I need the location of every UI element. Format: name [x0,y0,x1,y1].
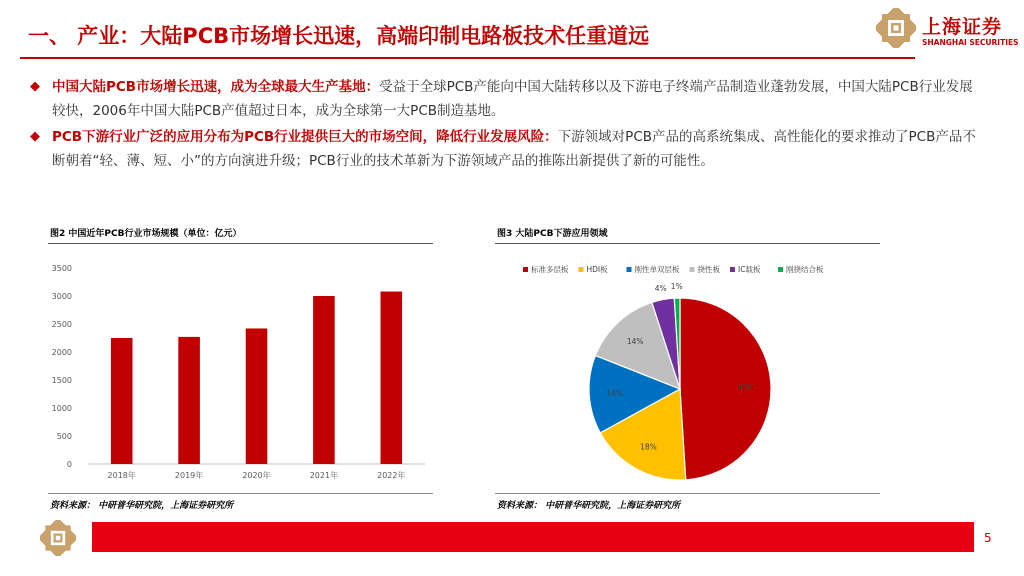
pie-slice-标准多层板 [680,298,771,480]
legend-swatch [730,267,735,272]
bar-chart-svg [40,252,440,492]
legend-label: 刚挠结合板 [786,265,824,274]
page-title: 一、 产业：大陆PCB市场增长迅速，高端印制电路板技术任重道远 [28,24,650,48]
legend-swatch [778,267,783,272]
bar-2021年 [313,296,335,464]
legend-label: 挠性板 [697,265,720,274]
company-logo [876,8,1019,54]
figure2-bar-chart [40,252,440,492]
pie-value-label: 49% [737,382,754,392]
x-tick-label: 2020年 [242,471,271,480]
bullet-item [30,75,980,123]
bullet-body: 受益于全球PCB产能向中国大陆转移以及下游电子终端产品制造业蓬勃发展，中国大陆PCB行业发展较快，2006年中国大陆PCB产值超过日本，成为全球第一大PCB制造基地。 [52,79,973,119]
pie-value-label: 14% [606,389,623,399]
figure3-pie-chart [495,252,885,492]
legend-label: 刚性单双层板 [634,265,680,274]
y-tick-label: 2000 [51,348,72,357]
pie-chart-svg [495,252,885,492]
figure3-source: 资料来源： 中研普华研究院，上海证券研究所 [497,501,681,511]
logo-emblem-icon [876,8,916,48]
legend-swatch [690,267,695,272]
bullet-item [30,125,980,173]
figure2-bottom-rule [48,493,433,494]
figure3-top-rule [495,243,880,244]
bar-2020年 [246,328,268,464]
bar-2022年 [381,292,403,464]
figure3-caption: 图3 大陆PCB下游应用领域 [497,229,608,239]
y-tick-label: 2500 [51,320,72,329]
x-tick-label: 2019年 [174,471,204,480]
y-tick-label: 1000 [51,404,72,413]
figure2-top-rule [48,243,433,244]
bullet-list [30,75,980,175]
diamond-bullet-icon: ◆ [30,79,40,94]
pie-value-label: 18% [640,442,657,452]
legend-swatch [523,267,528,272]
x-tick-label: 2022年 [377,471,406,480]
legend-swatch [579,267,584,272]
pie-value-label: 14% [626,337,644,347]
legend-label: HDI板 [586,265,608,274]
x-tick-label: 2021年 [309,471,339,480]
diamond-bullet-icon: ◆ [30,129,40,144]
x-tick-label: 2018年 [107,471,136,480]
legend-swatch [627,267,632,272]
y-tick-label: 3500 [51,264,72,273]
y-tick-label: 3000 [51,292,72,301]
bar-2018年 [111,338,133,464]
figure3-bottom-rule [495,493,880,494]
bullet-body: 下游领域对PCB产品的高系统集成、高性能化的要求推动了PCB产品不断朝着“轻、薄、短、小”的方向演进升级；PCB行业的技术革新为下游领域产品的推陈出新提供了新的可能性。 [52,129,976,169]
logo-english-name: SHANGHAI SECURITIES [922,38,1019,47]
legend-label: IC载板 [738,265,761,274]
pie-value-label: 1% [670,282,683,292]
figure2-source: 资料来源： 中研普华研究院，上海证券研究所 [50,501,234,511]
pie-value-label: 4% [654,283,667,293]
bullet-lead: PCB下游行业广泛的应用分布为PCB行业提供巨大的市场空间，降低行业发展风险： [52,129,558,145]
footer-logo-icon [40,520,76,556]
footer-bar [92,522,974,552]
title-underline [20,57,915,59]
y-tick-label: 0 [66,460,72,469]
bullet-lead: 中国大陆PCB市场增长迅速，成为全球最大生产基地： [52,79,380,95]
y-tick-label: 500 [56,432,72,441]
page-number: 5 [984,531,992,545]
legend-label: 标准多层板 [531,265,569,274]
logo-chinese-name: 上海证券 [922,16,1003,38]
bar-2019年 [178,337,200,464]
figure2-caption: 图2 中国近年PCB行业市场规模（单位：亿元） [50,229,242,239]
y-tick-label: 1500 [51,376,72,385]
